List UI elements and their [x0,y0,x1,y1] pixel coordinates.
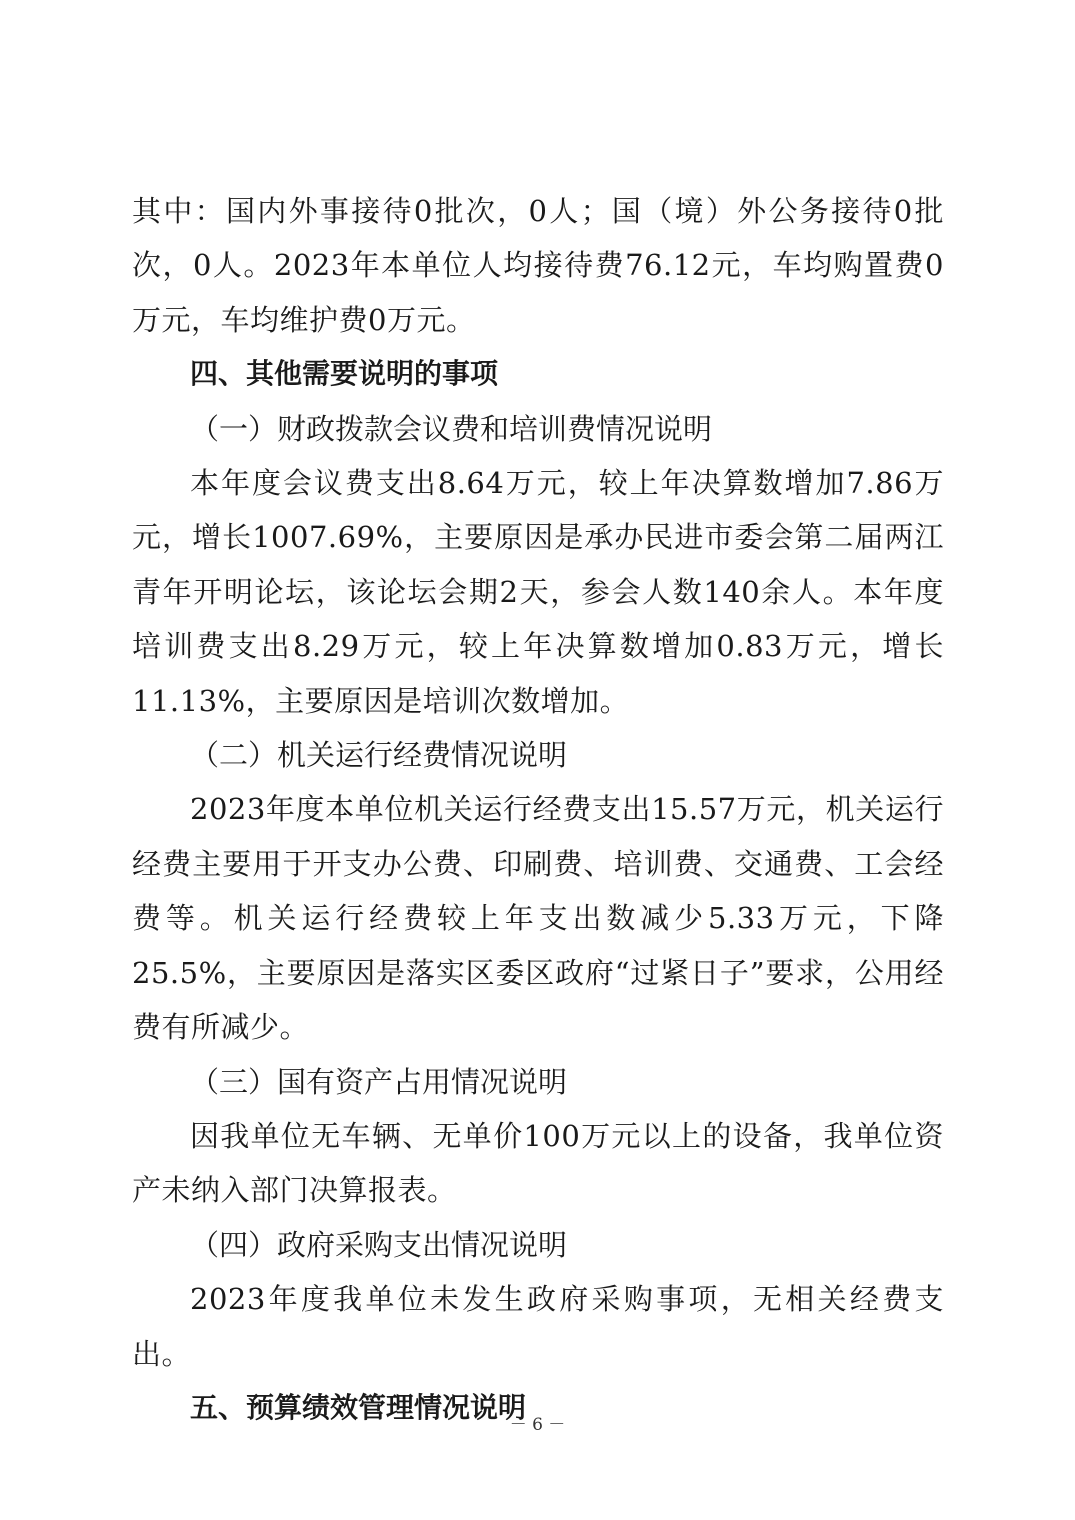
paragraph-meeting-training: 本年度会议费支出8.64万元，较上年决算数增加7.86万元，增长1007.69%，主要原因是承办民进市委会第二届两江青年开明论坛，该论坛会期2天，参会人数140余人。本年度培训费支出8.29万元，较上年决算数增加0.83万元，增长11.13%，主要原因是培训次数增加。 [132,466,944,718]
page-number: － 6 － [509,1415,566,1435]
subheading-meeting-training: （一）财政拨款会议费和培训费情况说明 [190,411,713,446]
document-body [132,184,944,1435]
subheading-state-assets: （三）国有资产占用情况说明 [190,1064,568,1099]
subheading-procurement: （四）政府采购支出情况说明 [190,1227,568,1262]
paragraph-state-assets: 因我单位无车辆、无单价100万元以上的设备，我单位资产未纳入部门决算报表。 [132,1118,944,1208]
paragraph-reception-stats: 其中：国内外事接待0批次，0人；国（境）外公务接待0批次，0人。2023年本单位人均接待费76.12元，车均购置费0万元，车均维护费0万元。 [132,194,944,337]
subheading-operating-expenses: （二）机关运行经费情况说明 [190,738,568,773]
paragraph-operating-expenses: 2023年度本单位机关运行经费支出15.57万元，机关运行经费主要用于开支办公费、印刷费、培训费、交通费、工会经费等。机关运行经费较上年支出数减少5.33万元，下降25.5%，主要原因是落实区委区政府“过紧日子”要求，公用经费有所减少。 [132,792,944,1045]
paragraph-procurement: 2023年度我单位未发生政府采购事项，无相关经费支出。 [132,1282,944,1371]
section-heading-performance: 五、预算绩效管理情况说明 [190,1390,527,1424]
section-heading-other-matters: 四、其他需要说明的事项 [190,357,499,391]
